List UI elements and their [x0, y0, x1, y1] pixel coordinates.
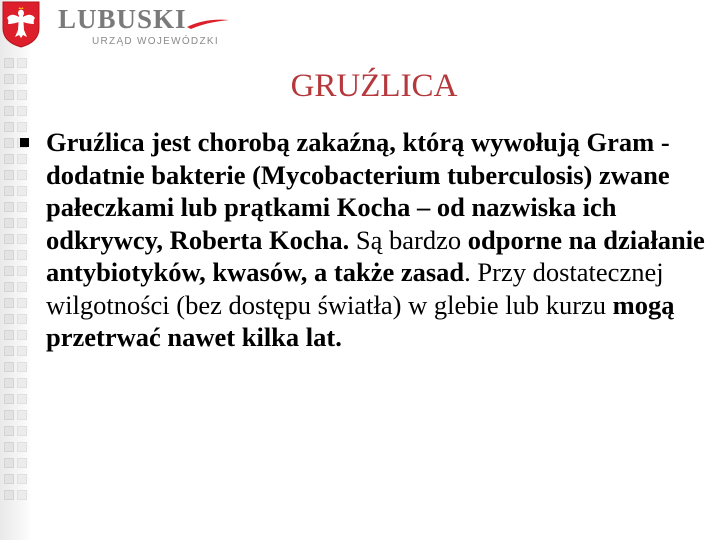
text-run: Gruźlica [46, 127, 152, 157]
text-run: odporne na działanie antybiotyków, kwasów, a także zasad [46, 224, 705, 287]
slide-title: GRUŹLICA [290, 68, 458, 104]
bullet-square-icon [20, 138, 29, 147]
text-run: jest chorobą zakaźną, którą wywołują Gram - dodatnie bakterie (Mycobacterium tuberculosis) zwane pałeczkami lub prątkami Kocha – od nazwiska ich odkrywcy, Roberta Kocha. [46, 127, 670, 255]
polish-eagle-crest-icon [0, 0, 42, 48]
brand-subtitle: URZĄD WOJEWÓDZKI [92, 36, 219, 47]
text-run: mogą przetrwać nawet kilka lat. [46, 289, 675, 352]
text-run: . Przy dostatecznej wilgotności (bez dostępu światła) w glebie lub kurzu [46, 257, 664, 320]
bullet-paragraph [46, 126, 710, 354]
text-run: Są bardzo [349, 224, 468, 255]
decorative-squares-column [4, 58, 14, 500]
brand-swoosh-icon [185, 14, 231, 30]
slide-body [20, 126, 710, 354]
brand-name: LUBUSKI [58, 4, 187, 34]
